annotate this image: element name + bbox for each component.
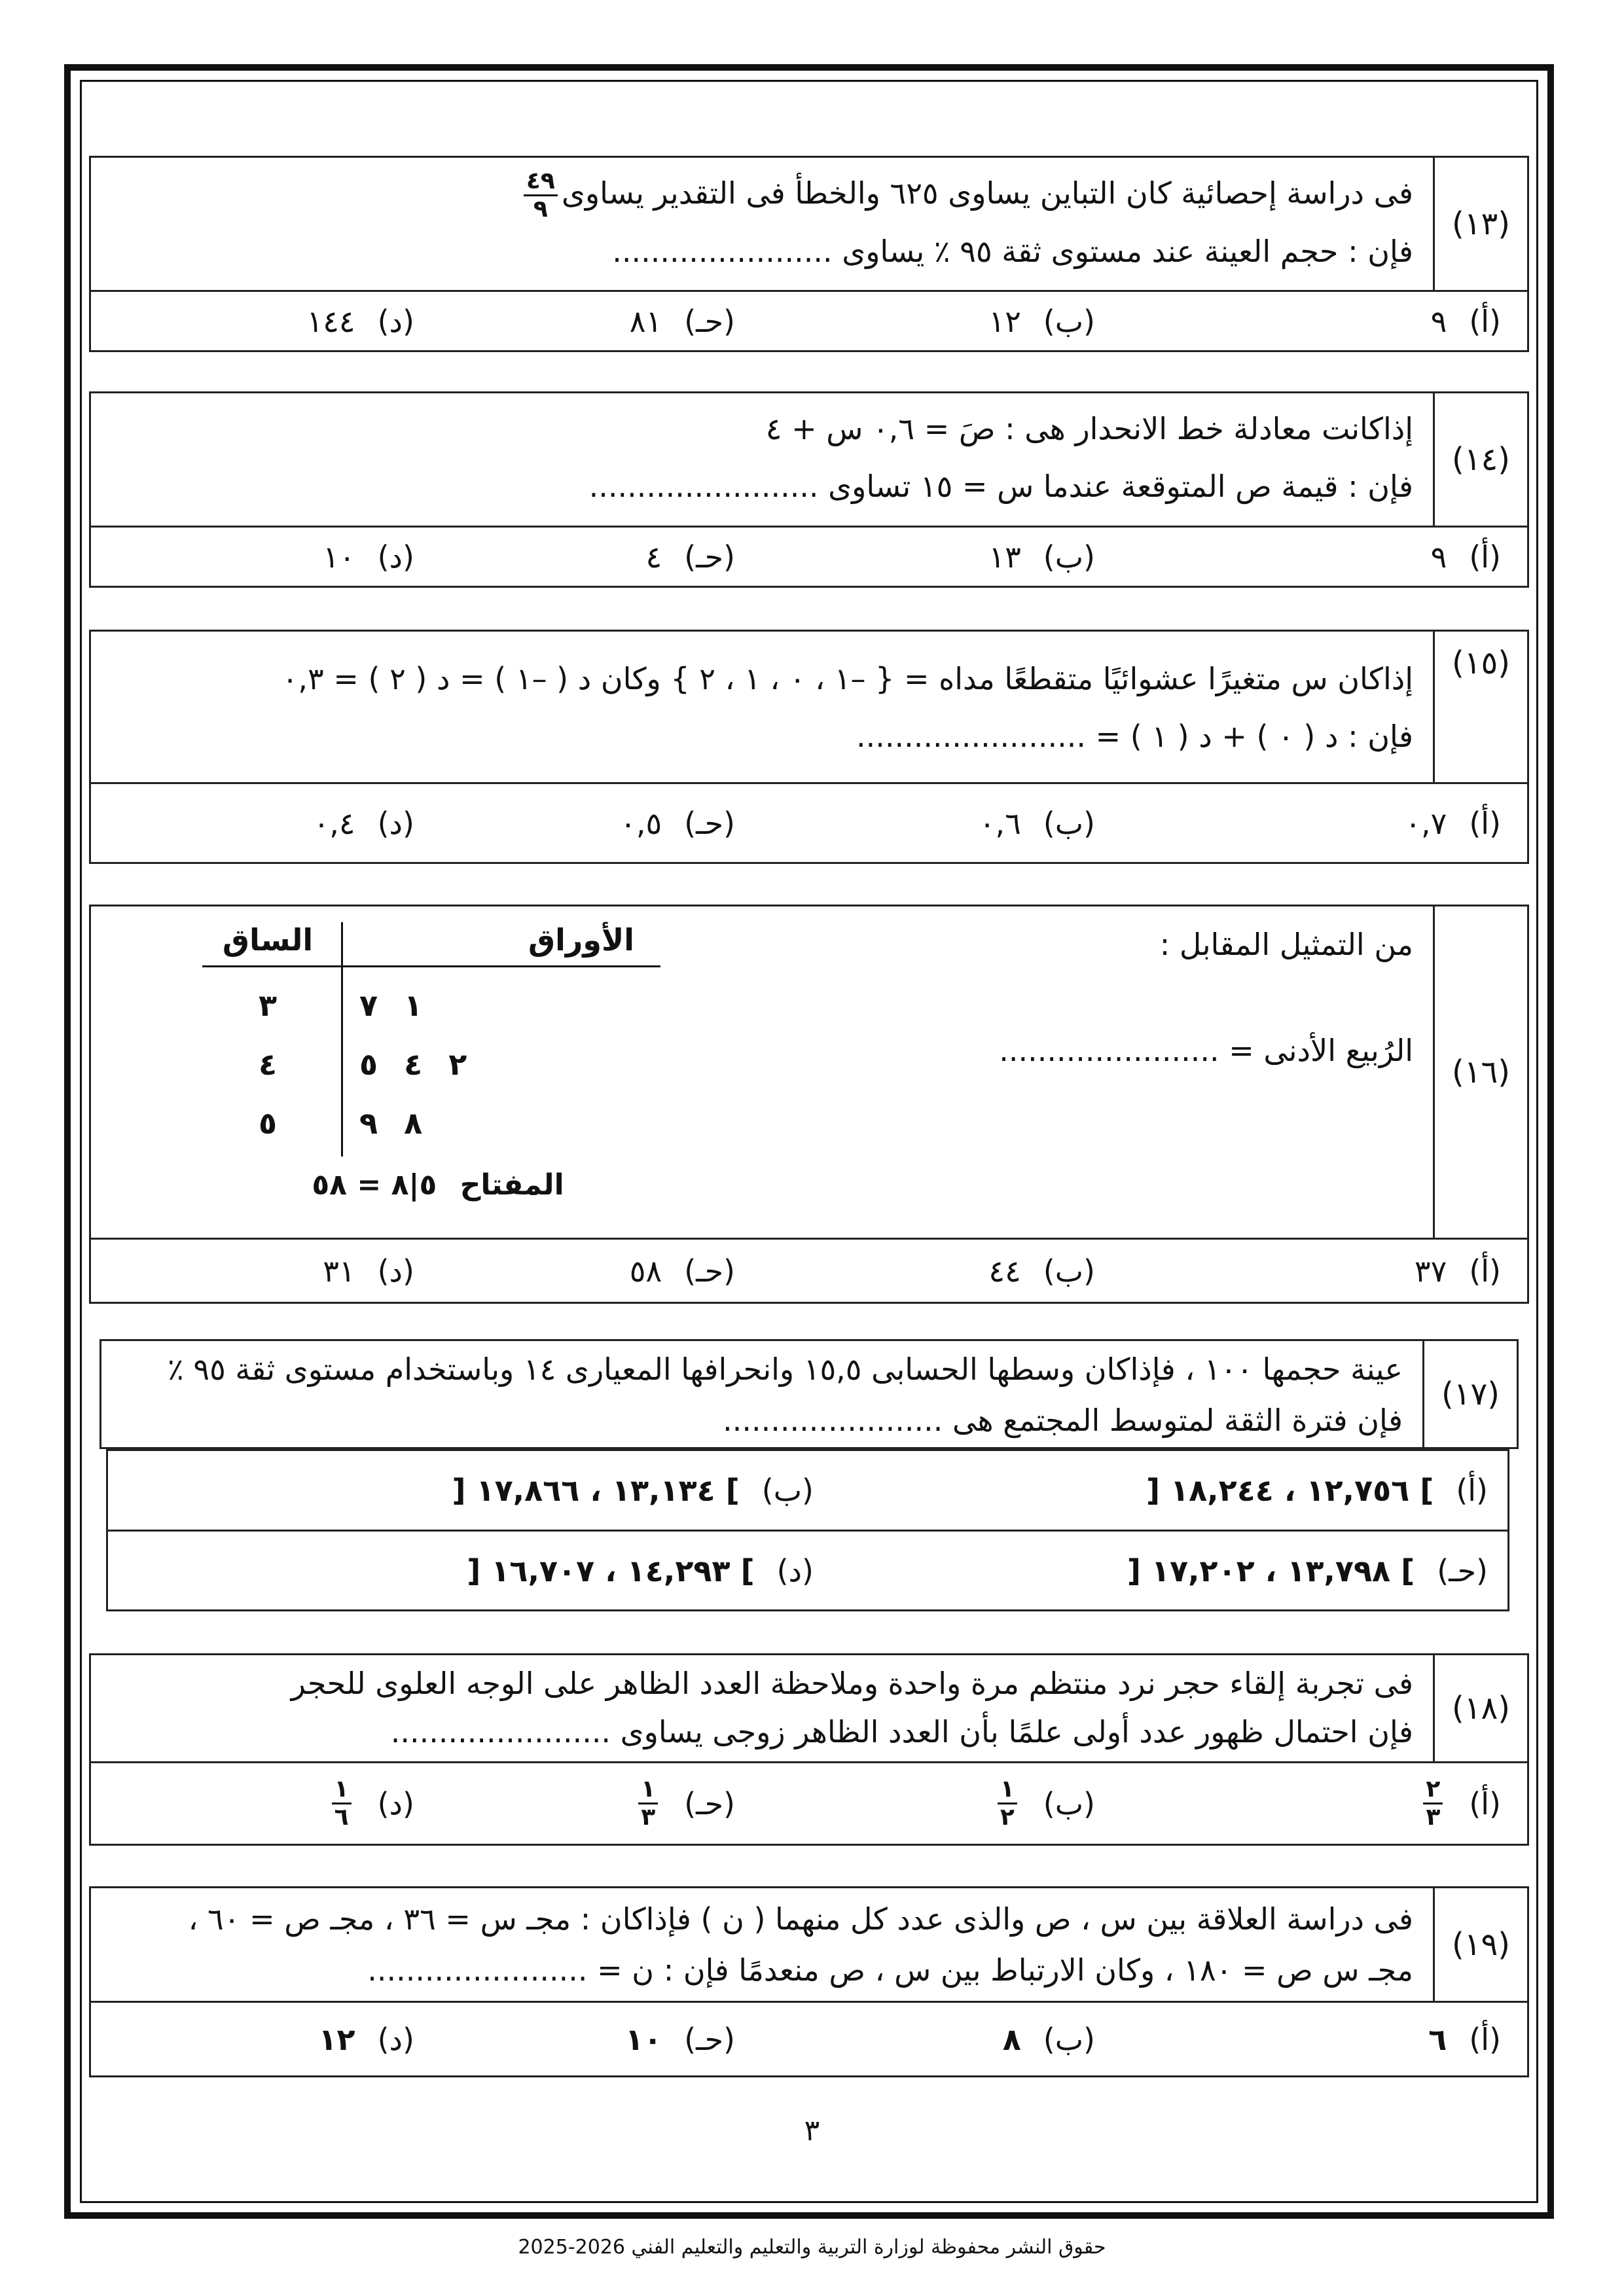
question-text [91,1655,1433,1761]
fraction [1423,1776,1443,1831]
option-value: ٣٧ [1414,1253,1447,1289]
fraction [638,1776,658,1831]
options-row-1 [106,1449,1509,1532]
fraction-numerator: ١ [998,1776,1017,1804]
option-value: ١٠ [625,2021,662,2057]
question-number: (١٥) [1433,632,1527,782]
question-text [91,1888,1433,2001]
option-a[interactable] [1428,2003,1501,2075]
option-label: (ب) [1043,1253,1095,1289]
stem-leaf-plot [202,922,674,1210]
option-value: ٣١ [323,1253,355,1289]
stem-value: ٥ [258,1105,278,1141]
question-number: (١٣) [1433,158,1527,290]
question-number: (١٧) [1422,1341,1517,1447]
option-value: ٨ [1002,2021,1021,2057]
option-a[interactable] [1431,292,1501,350]
stem-divider [341,922,343,1157]
option-value: ٠,٦ [979,805,1021,841]
fraction-denominator: ٦ [334,1804,349,1831]
options-row [89,528,1529,588]
option-label: (أ) [1469,1253,1501,1289]
option-c[interactable] [620,784,735,862]
option-label: (د) [377,805,414,841]
leaf-values: ٨ ٩ [359,1105,423,1141]
copyright-footer: حقوق النشر محفوظة لوزارة التربية والتعليم والتعليم الفني 2026-2025 [518,2236,1106,2259]
option-a[interactable] [1146,1451,1488,1530]
option-label: (أ) [1469,539,1501,575]
option-c[interactable] [1127,1532,1488,1609]
leaf-values: ١ ٧ [359,988,423,1023]
option-label: (حـ) [684,1785,735,1821]
option-value: ١٤٤ [306,303,355,339]
option-value: ٤٤ [988,1253,1021,1289]
stem-value: ٤ [258,1047,278,1082]
fraction [524,168,558,223]
option-c[interactable] [625,2003,735,2075]
option-value: ٩ [1430,539,1447,575]
question-13 [89,156,1529,352]
option-c[interactable] [630,1240,735,1302]
option-label: (د) [377,1785,414,1821]
option-value: ١٢ [988,303,1021,339]
question-17-box [99,1339,1519,1449]
question-line-2: فإن فترة الثقة لمتوسط المجتمع هى ....................... [723,1403,1403,1438]
key-value: ٥|٨ = ٥٨ [312,1168,437,1202]
option-value: ٠,٧ [1405,805,1447,841]
option-b[interactable] [979,784,1095,862]
option-value: ٥٨ [629,1253,662,1289]
option-a[interactable] [1431,528,1501,586]
option-b[interactable] [988,1240,1095,1302]
question-number: (١٨) [1433,1655,1527,1761]
question-text [91,158,1433,290]
option-value: ١٢ [318,2021,355,2057]
option-label: (حـ) [684,539,735,575]
question-18-box [89,1653,1529,1763]
option-label: (د) [377,1253,414,1289]
option-label: (حـ) [684,2021,735,2057]
option-label: (أ) [1469,805,1501,841]
option-a[interactable] [1405,784,1501,862]
fraction-denominator: ٩ [533,196,548,223]
option-value: ٤ [645,539,662,575]
options-row [89,784,1529,864]
page-number: ٣ [804,2114,820,2147]
question-line-2: مجـ س ص = ١٨٠ ، وكان الارتباط بين س ، ص منعدمًا فإن : ن = ....................... [367,1952,1413,1988]
options-row-2 [106,1532,1509,1611]
stem-value: ٣ [258,988,278,1023]
option-value: ٠,٤ [313,805,355,841]
option-d[interactable] [318,2003,414,2075]
question-18 [89,1653,1529,1846]
option-b[interactable] [994,1763,1095,1844]
option-label: (ب) [761,1473,814,1508]
option-b[interactable] [988,292,1095,350]
question-13-box [89,156,1529,292]
fraction-numerator: ٤٩ [524,168,558,196]
option-label: (ب) [1043,539,1095,575]
option-d[interactable] [328,1763,414,1844]
option-a[interactable] [1419,1763,1501,1844]
option-label: (د) [377,303,414,339]
option-label: (ب) [1043,805,1095,841]
stem-header: الساق [222,922,314,958]
question-line-2: الرُبيع الأدنى = ....................... [999,1033,1413,1068]
question-text [91,632,1433,782]
option-a[interactable] [1415,1240,1501,1302]
question-line-1: من التمثيل المقابل : [1159,927,1413,962]
option-d[interactable] [306,292,414,350]
question-14 [89,391,1529,588]
option-value: ٨١ [629,303,662,339]
key-label: المفتاح [460,1168,564,1202]
fraction-numerator: ٢ [1423,1776,1443,1804]
question-line-2: فإن : حجم العينة عند مستوى ثقة ٩٥ ٪ يساوى ....................... [612,234,1413,269]
option-label: (د) [377,539,414,575]
option-label: (ب) [1043,2021,1095,2057]
option-label: (حـ) [684,805,735,841]
option-label: (أ) [1456,1473,1488,1508]
question-line-1: فى تجربة إلقاء حجر نرد منتظم مرة واحدة وملاحظة العدد الظاهر على الوجه العلوى للحجر [291,1666,1413,1701]
option-c[interactable] [630,292,735,350]
leaves-header: الأوراق [528,922,634,958]
option-label: (ب) [1043,303,1095,339]
options-row [89,1240,1529,1304]
question-15 [89,630,1529,864]
option-label: (د) [776,1552,814,1588]
fraction-denominator: ٢ [1000,1804,1015,1831]
option-label: (أ) [1469,2021,1501,2057]
question-line-1 [104,164,1413,223]
question-line-1: عينة حجمها ١٠٠ ، فإذاكان وسطها الحسابى ١٥,٥ وانحرافها المعيارى ١٤ وباستخدام مستوى ثقة ٩٥ ٪ [168,1352,1403,1387]
question-number: (١٩) [1433,1888,1527,2001]
option-value: ١٠ [323,539,355,575]
option-c[interactable] [645,528,735,586]
question-number: (١٦) [1433,906,1527,1238]
option-d[interactable] [467,1532,814,1609]
fraction-denominator: ٣ [641,1804,656,1831]
fraction-numerator: ١ [638,1776,658,1804]
question-line-2: فإن : قيمة ص المتوقعة عندما س = ١٥ تساوى ........................ [588,469,1413,504]
option-label: (حـ) [684,1253,735,1289]
option-d[interactable] [323,528,414,586]
stem-leaf-key [242,1168,634,1202]
question-text [91,393,1433,526]
question-17 [99,1339,1519,1611]
question-15-box [89,630,1529,784]
fraction-numerator: ١ [332,1776,352,1804]
question-16 [89,905,1529,1304]
option-b[interactable] [1003,2003,1095,2075]
option-value: ] ١٣,١٣٤ ، ١٧,٨٦٦ [ [452,1473,740,1508]
leaf-values: ٢ ٤ ٥ [359,1047,467,1082]
option-value: ٩ [1430,303,1447,339]
question-14-box [89,391,1529,528]
fraction [332,1776,352,1831]
option-label: (أ) [1469,1785,1501,1821]
option-b[interactable] [452,1451,814,1530]
question-line-1: إذاكانت معادلة خط الانحدار هى : صَ = ٠,٦ س + ٤ [765,411,1413,446]
question-16-box [89,905,1529,1240]
options-row [89,1763,1529,1846]
option-c[interactable] [634,1763,735,1844]
question-text [101,1341,1422,1447]
question-number: (١٤) [1433,393,1527,526]
question-19 [89,1886,1529,2077]
question-line-1: فى دراسة العلاقة بين س ، ص والذى عدد كل منهما ( ن ) فإذاكان : مجـ س = ٣٦ ، مجـ ص = ٦٠ ، [188,1901,1413,1937]
question-line-2: فإن : د ( ٠ ) + د ( ١ ) = ........................ [856,719,1413,754]
options-row [89,2003,1529,2077]
option-label: (حـ) [684,303,735,339]
option-label: (د) [377,2021,414,2057]
option-value: ١٣ [988,539,1021,575]
option-value: ] ١٣,٧٩٨ ، ١٧,٢٠٢ [ [1127,1552,1415,1588]
question-line-1: إذاكان س متغيرًا عشوائيًا متقطعًا مداه = { –١ ، ٠ ، ١ ، ٢ } وكان د ( –١ ) = د ( ٢ ) = ٠,٣ [281,661,1413,696]
option-label: (ب) [1043,1785,1095,1821]
option-value: ] ١٢,٧٥٦ ، ١٨,٢٤٤ [ [1146,1473,1434,1508]
option-d[interactable] [314,784,414,862]
fraction-denominator: ٣ [1426,1804,1441,1831]
header-rule [202,965,660,967]
option-value: ] ١٤,٢٩٣ ، ١٦,٧٠٧ [ [467,1552,755,1588]
option-b[interactable] [988,528,1095,586]
question-19-box [89,1886,1529,2003]
option-d[interactable] [323,1240,414,1302]
option-label: (حـ) [1437,1552,1488,1588]
options-row [89,292,1529,352]
question-line-1-text: فى دراسة إحصائية كان التباين يساوى ٦٢٥ والخطأ فى التقدير يساوى [561,175,1413,211]
option-value: ٠,٥ [620,805,662,841]
option-value: ٦ [1428,2021,1447,2057]
option-label: (أ) [1469,303,1501,339]
question-line-2: فإن احتمال ظهور عدد أولى علمًا بأن العدد الظاهر زوجى يساوى ....................... [390,1714,1413,1749]
fraction [998,1776,1017,1831]
